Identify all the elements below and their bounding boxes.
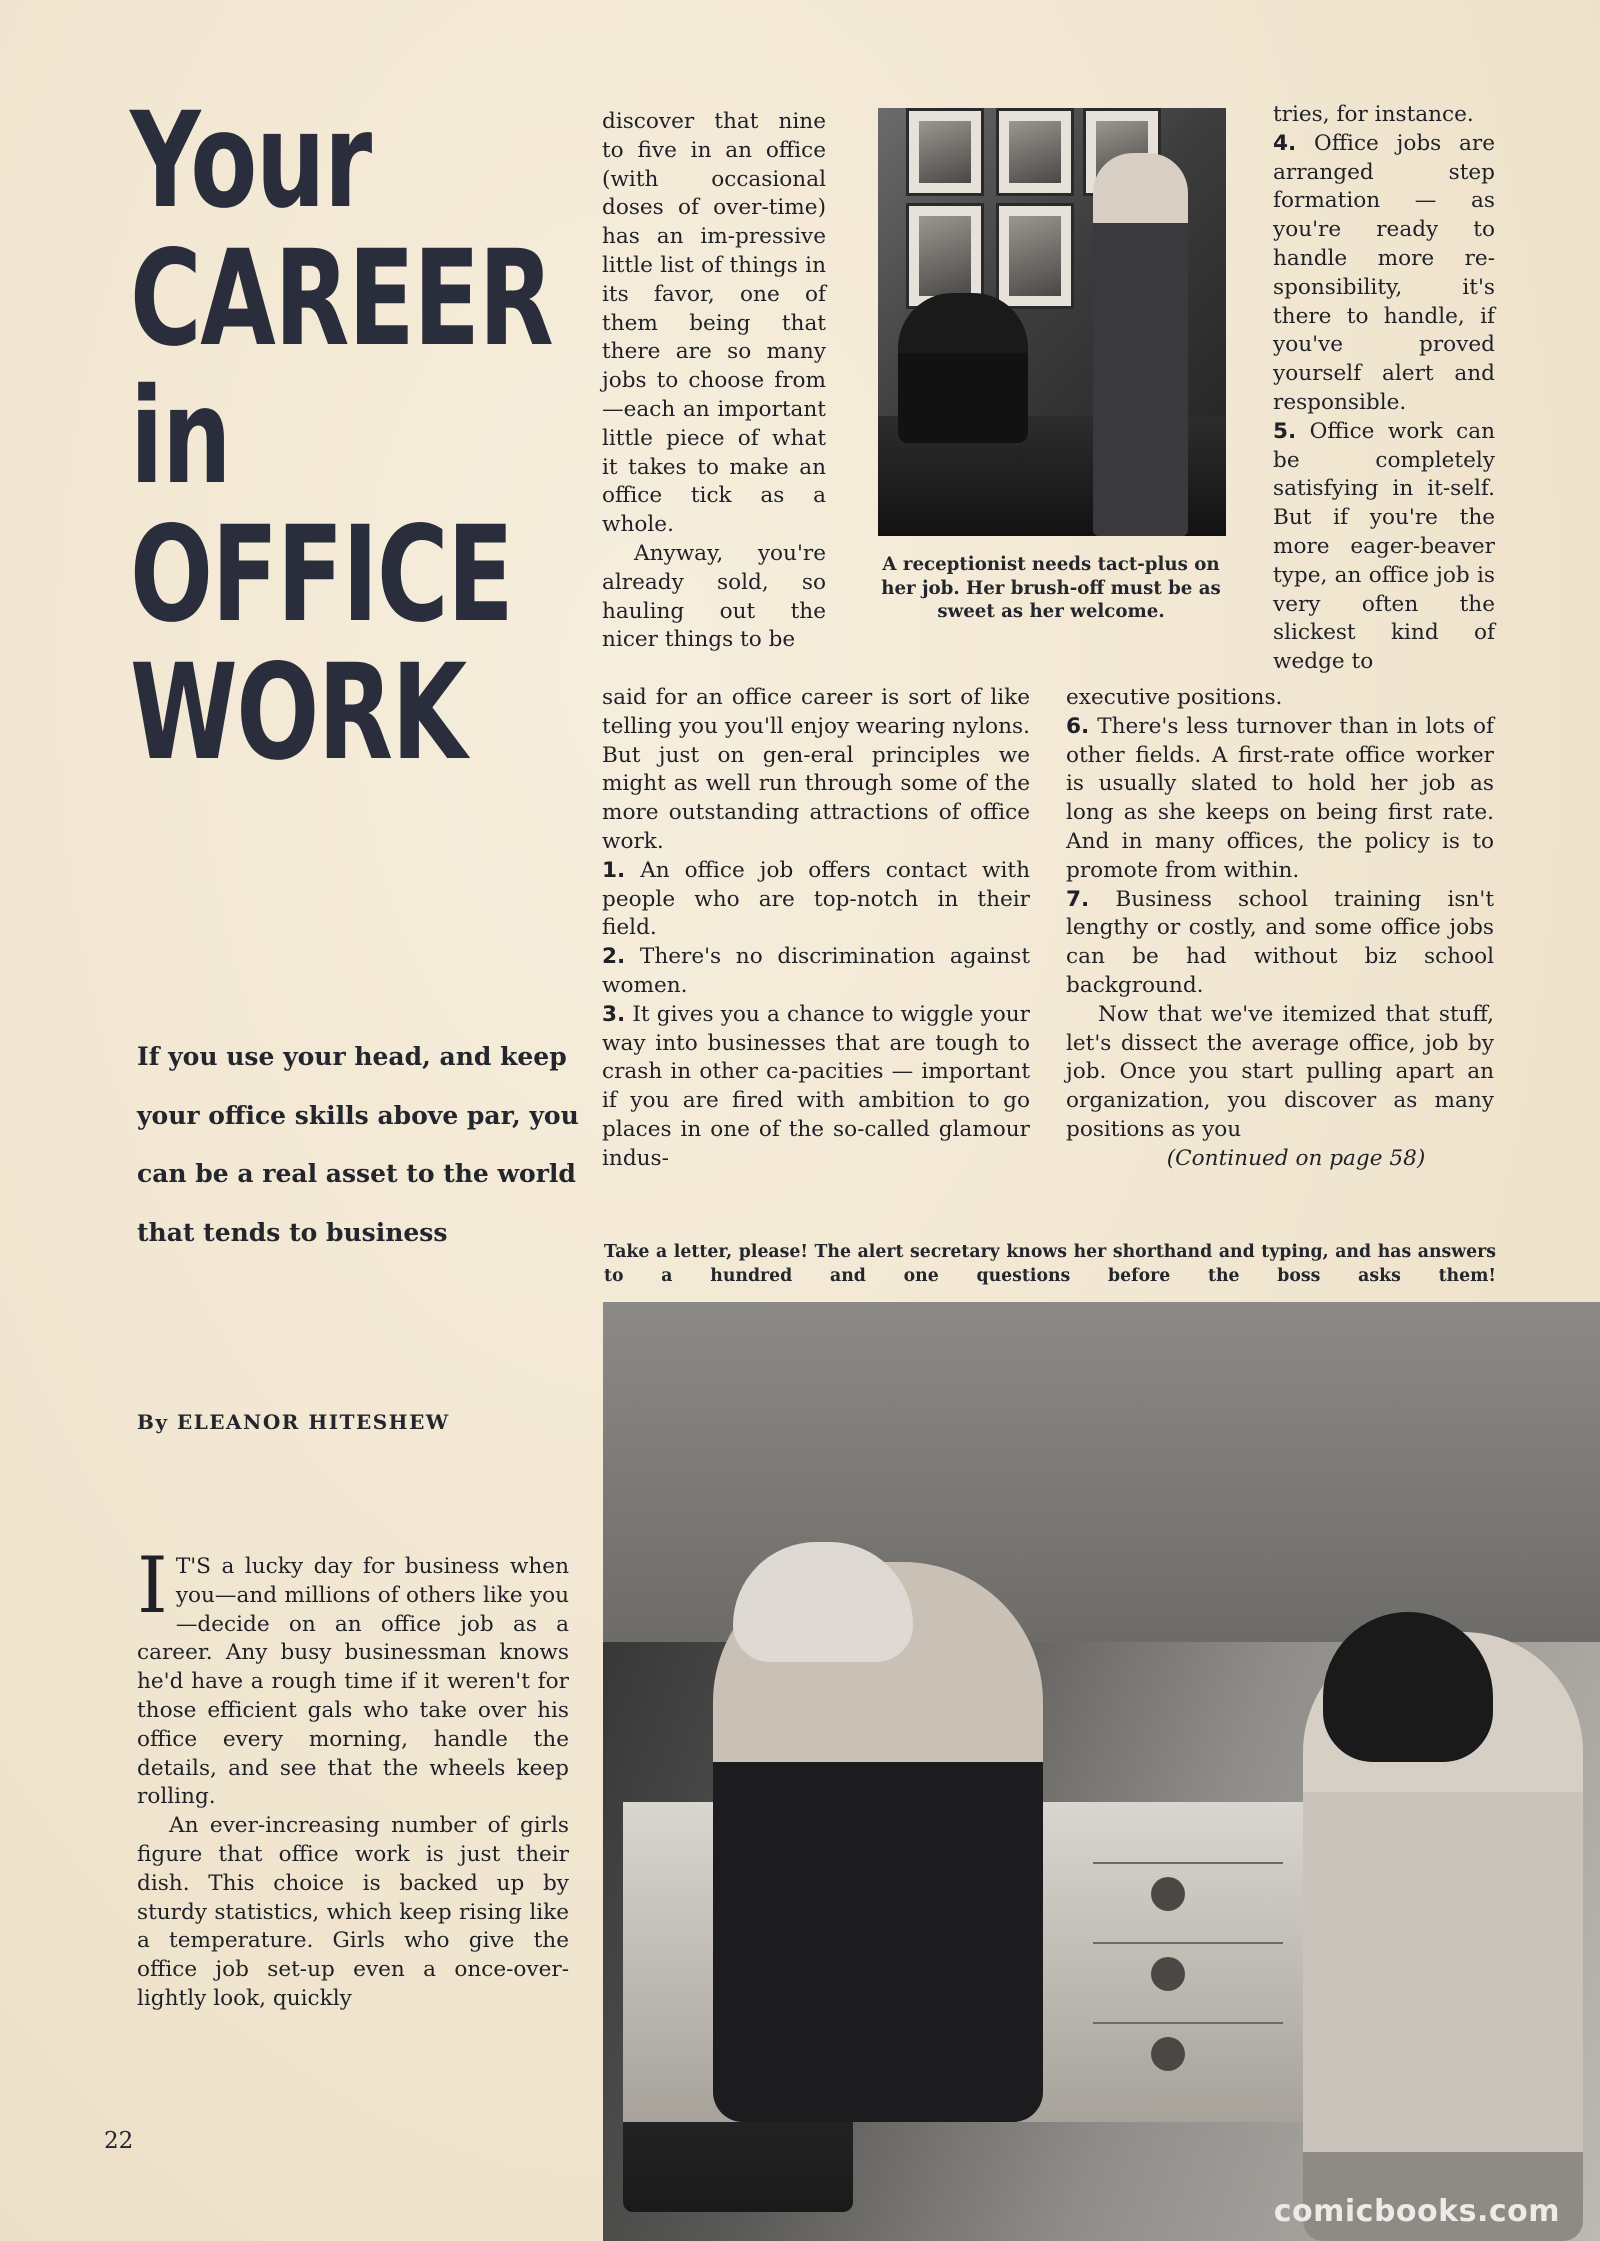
body-paragraph: executive positions. xyxy=(1066,685,1283,710)
body-paragraph: Now that we've itemized that stuff, let's dissect the average office, job by job. Once you start pulling apart an organization, you discover as many positions as you xyxy=(1066,1001,1494,1142)
desk-drawer xyxy=(1093,1942,1283,2004)
list-text: An office job offers contact with people who are top-notch in their field. xyxy=(602,857,1030,941)
list-text: Office work can be completely satisfying in it-self. But if you're the more eager-beaver type, an office job is very often the slickest kind of wedge to xyxy=(1273,418,1495,675)
list-item xyxy=(1273,418,1495,677)
list-number: 6. xyxy=(1066,713,1090,739)
receptionist-figure xyxy=(898,293,1028,443)
list-number: 3. xyxy=(602,1001,626,1027)
body-paragraph: said for an office career is sort of like telling you you'll enjoy wearing nylons. But just on gen-eral principles we might as well run through some of the more outstanding attractions of office work. xyxy=(602,685,1030,854)
title-line-career: CAREER xyxy=(130,222,553,376)
list-item xyxy=(602,1001,1030,1174)
body-column-c-bottom xyxy=(1066,684,1494,1174)
desk-drawer xyxy=(1093,1862,1283,1924)
list-text: Business school training isn't lengthy or costly, and some office jobs can be had without biz school background. xyxy=(1066,886,1495,998)
secretary-photo xyxy=(603,1302,1600,2241)
continued-note: (Continued on page 58) xyxy=(1166,1145,1426,1171)
list-number: 1. xyxy=(602,857,626,883)
man-figure xyxy=(1093,153,1188,536)
body-paragraph: An ever-increasing number of girls figure that office work is just their dish. This choice is backed up by sturdy statistics, which keep rising like a temperature. Girls who give the office job set-up even a once-over-lightly look, quickly xyxy=(137,1813,569,2011)
drop-cap: I xyxy=(137,1541,168,1631)
title-line-your: Your xyxy=(130,84,371,238)
photo-caption-secretary: Take a letter, please! The alert secretary knows her shorthand and typing, and has answers to a hundred and one questions before the boss asks them! xyxy=(604,1242,1496,1286)
body-column-b-top xyxy=(602,108,826,655)
title-line-office: OFFICE xyxy=(130,498,513,652)
intro-text: T'S a lucky day for business when you—and millions of others like you—decide on an office job as a career. Any busy businessman knows he'd have a rough time if it weren't for those efficient gals who take over his office every morning, handle the details, and see that the wheels keep rolling. xyxy=(137,1554,569,1810)
article-byline: By ELEANOR HITESHEW xyxy=(137,1410,450,1434)
drawer-knob xyxy=(1151,1877,1185,1911)
list-text: It gives you a chance to wiggle your way into businesses that are tough to crash in other ca-pacities — important if you are fired with ambition to go places in one of the so-called glamour indus- xyxy=(602,1001,1030,1171)
list-number: 5. xyxy=(1273,418,1297,444)
body-paragraph: tries, for instance. xyxy=(1273,102,1474,127)
list-item xyxy=(1066,886,1494,1001)
article-deck: If you use your head, and keep your office skills above par, you can be a real asset to the world that tends to business xyxy=(137,1042,579,1247)
wall-picture xyxy=(996,108,1074,196)
list-item xyxy=(602,857,1030,943)
drawer-knob xyxy=(1151,2037,1185,2071)
photo-caption-receptionist: A receptionist needs tact-plus on her job. Her brush-off must be as sweet as her welcome. xyxy=(881,554,1221,622)
body-column-c-top xyxy=(1273,101,1495,677)
desk-drawer xyxy=(1093,2022,1283,2084)
list-item xyxy=(1066,713,1494,886)
body-column-a xyxy=(137,1541,569,2014)
drawer-knob xyxy=(1151,1957,1185,1991)
list-item xyxy=(602,943,1030,1001)
title-line-in: in xyxy=(130,360,231,514)
wall-picture xyxy=(906,108,984,196)
body-paragraph: discover that nine to five in an office (with occasional doses of over-time) has an im-pressive little list of things in its favor, one of them being that there are so many jobs to choose from—each an important little piece of what it takes to make an office tick as a whole. xyxy=(602,109,826,538)
body-paragraph: Anyway, you're already sold, so hauling out the nicer things to be xyxy=(602,540,826,653)
list-text: There's no discrimination against women. xyxy=(602,944,1030,998)
title-line-work: WORK xyxy=(130,636,466,790)
list-text: There's less turnover than in lots of other fields. A first-rate office worker is usually slated to hold her job as long as she keeps on being first rate. And in many offices, the policy is to promote from within. xyxy=(1066,713,1494,883)
article-title xyxy=(130,84,553,790)
intro-paragraph xyxy=(137,1541,569,1812)
list-number: 7. xyxy=(1066,886,1090,912)
watermark-text: comicbooks.com xyxy=(1273,2194,1560,2229)
page-number: 22 xyxy=(104,2128,134,2154)
list-item xyxy=(1273,130,1495,418)
wall-picture xyxy=(996,203,1074,309)
list-text: Office jobs are arranged step formation — as you're ready to handle more re-sponsibility, it's there to handle, if you've proved yourself alert and responsible. xyxy=(1273,130,1495,415)
list-number: 2. xyxy=(602,944,626,970)
body-column-b-bottom xyxy=(602,684,1030,1174)
list-number: 4. xyxy=(1273,130,1297,156)
receptionist-photo xyxy=(878,108,1226,536)
